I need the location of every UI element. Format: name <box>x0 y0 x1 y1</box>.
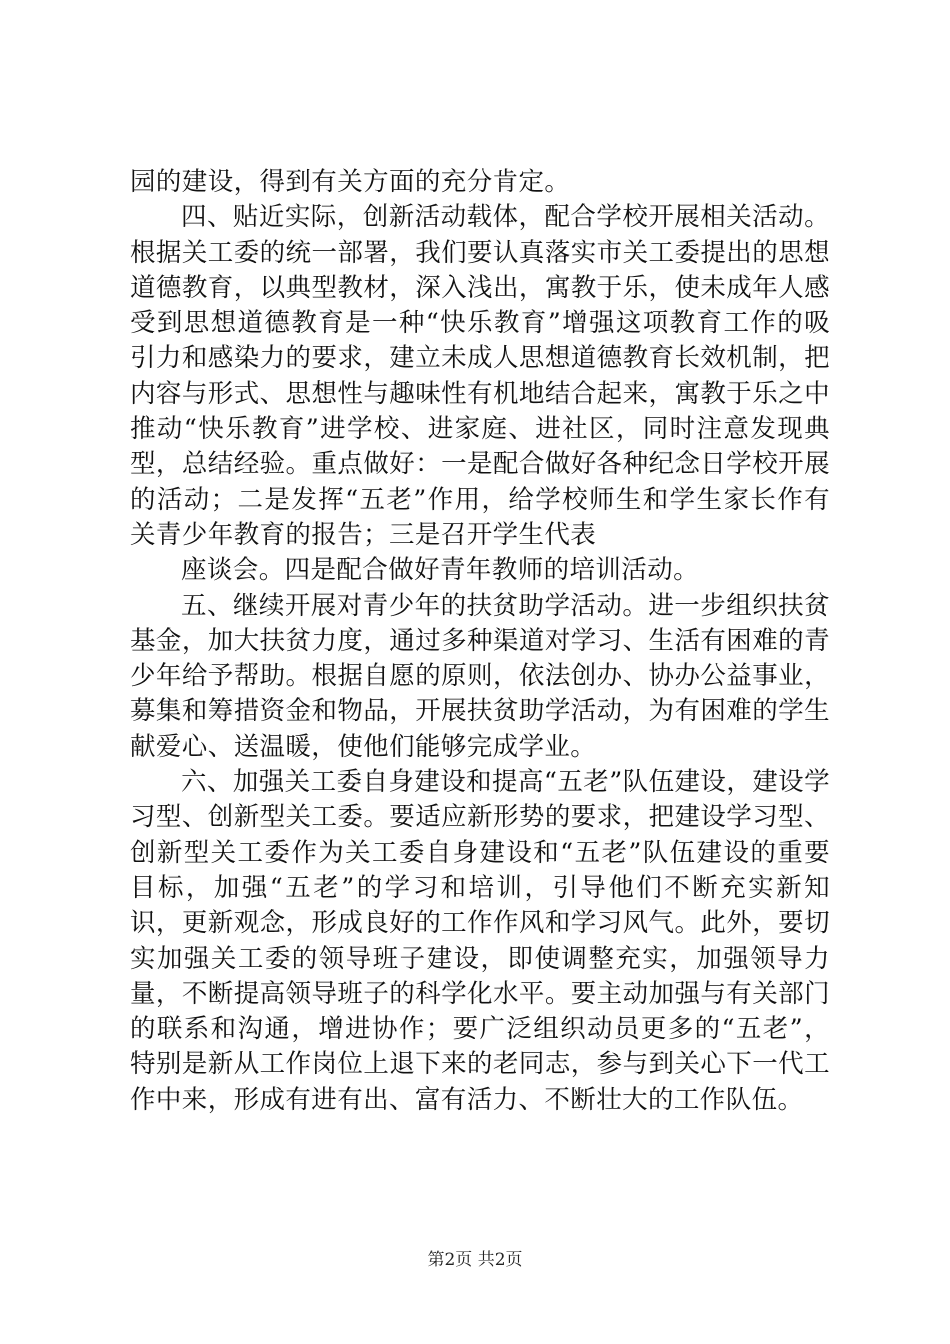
paragraph-continuation: 园的建设，得到有关方面的充分肯定。 <box>130 167 571 197</box>
paragraph-section-four: 四、贴近实际，创新活动载体，配合学校开展相关活动。根据关工委的统一部署，我们要认真落实市关工委提出的思想道德教育，以典型教材，深入浅出，寓教于乐，使未成年人感受到思想道德教育是一种“快乐教育”增强这项教育工作的吸引力和感染力的要求，建立未成人思想道德教育长效机制，把内容与形式、思想性与趣味性有机地结合起来，寓教于乐之中推动“快乐教育”进学校、进家庭、进社区，同时注意发现典型，总结经验。重点做好：一是配合做好各种纪念日学校开展的活动；二是发挥“五老”作用，给学校师生和学生家长作有关青少年教育的报告；三是召开学生代表 <box>130 202 830 550</box>
paragraph-section-six: 六、加强关工委自身建设和提高“五老”队伍建设，建设学习型、创新型关工委。要适应新形势的要求，把建设学习型、创新型关工委作为关工委自身建设和“五老”队伍建设的重要目标，加强“五老”的学习和培训，引导他们不断充实新知识，更新观念，形成良好的工作作风和学习风气。此外，要切实加强关工委的领导班子建设，即使调整充实，加强领导力量，不断提高领导班子的科学化水平。要主动加强与有关部门的联系和沟通，增进协作；要广泛组织动员更多的“五老”，特别是新从工作岗位上退下来的老同志，参与到关心下一代工作中来，形成有进有出、富有活力、不断壮大的工作队伍。 <box>130 767 830 1115</box>
paragraph-section-four-cont: 座谈会。四是配合做好青年教师的培训活动。 <box>181 555 700 586</box>
document-body <box>130 165 830 1118</box>
paragraph-section-five: 五、继续开展对青少年的扶贫助学活动。进一步组织扶贫基金，加大扶贫力度，通过多种渠道对学习、生活有困难的青少年给予帮助。根据自愿的原则，依法创办、协办公益事业，募集和筹措资金和物品，开展扶贫助学活动，为有困难的学生献爱心、送温暖，使他们能够完成学业。 <box>130 590 830 762</box>
page-number-footer: 第2页 共2页 <box>427 1250 523 1270</box>
